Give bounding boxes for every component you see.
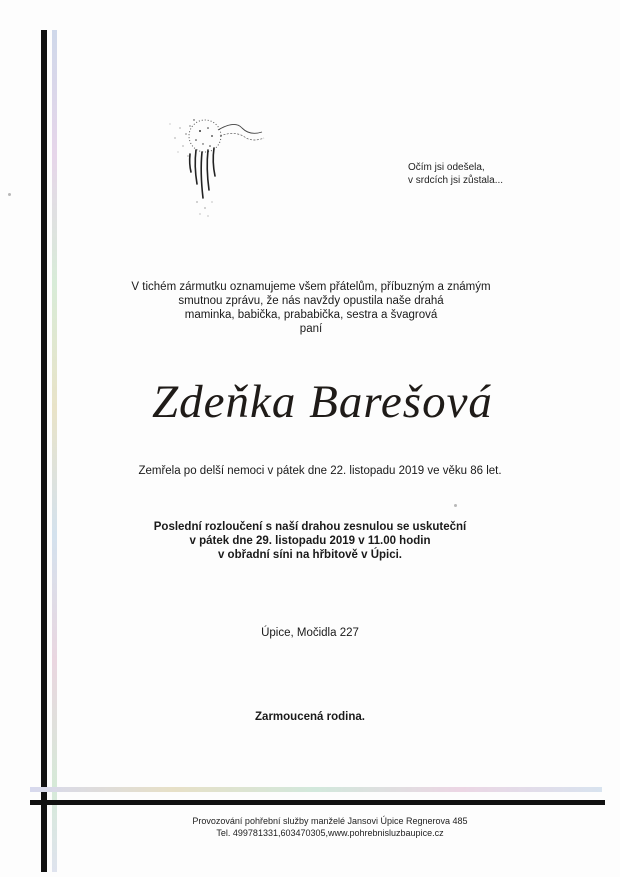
- death-notice: Zemřela po delší nemoci v pátek dne 22. listopadu 2019 ve věku 86 let.: [138, 465, 502, 477]
- funeral-line-2: v pátek dne 29. listopadu 2019 v 11.00 hodin: [189, 535, 431, 547]
- funeral-details: [100, 520, 520, 562]
- quote-line-2: v srdcích jsi zůstala...: [408, 175, 504, 186]
- signoff: Zarmoucená rodina.: [255, 711, 365, 723]
- funeral-service-footer: [170, 815, 490, 839]
- bottom-black-border-line: [30, 800, 605, 805]
- footer-line-2: Tel. 499781331,603470305,www.pohrebnisluzbaupice.cz: [216, 828, 444, 838]
- bottom-pastel-border-line: [30, 787, 602, 792]
- funeral-line-1: Poslední rozloučení s naší drahou zesnulou se uskuteční: [153, 521, 467, 533]
- family-address: Úpice, Močidla 227: [261, 627, 359, 639]
- announcement-line-4: paní: [299, 323, 323, 335]
- announcement-line-1: V tichém zármutku oznamujeme všem přátelům, příbuzným a známým: [131, 281, 491, 293]
- announcement-text: [96, 280, 526, 336]
- deceased-name: Zdeňka Barešová: [152, 376, 493, 428]
- scan-speck: [454, 504, 457, 507]
- scan-speck: [8, 193, 11, 196]
- announcement-line-2: smutnou zprávu, že nás navždy opustila naše drahá: [178, 295, 444, 307]
- left-pastel-border-line: [52, 30, 57, 872]
- announcement-line-3: maminka, babička, prababička, sestra a švagrová: [184, 309, 438, 321]
- left-black-border-line: [41, 30, 47, 872]
- moon-and-rain-emblem-icon: [150, 106, 270, 222]
- funeral-line-3: v obřadní síni na hřbitově v Úpici.: [217, 549, 403, 561]
- memorial-quote: [408, 161, 548, 187]
- quote-line-1: Očím jsi odešela,: [408, 162, 485, 173]
- footer-line-1: Provozování pohřební služby manželé Jansovi Úpice Regnerova 485: [192, 816, 468, 826]
